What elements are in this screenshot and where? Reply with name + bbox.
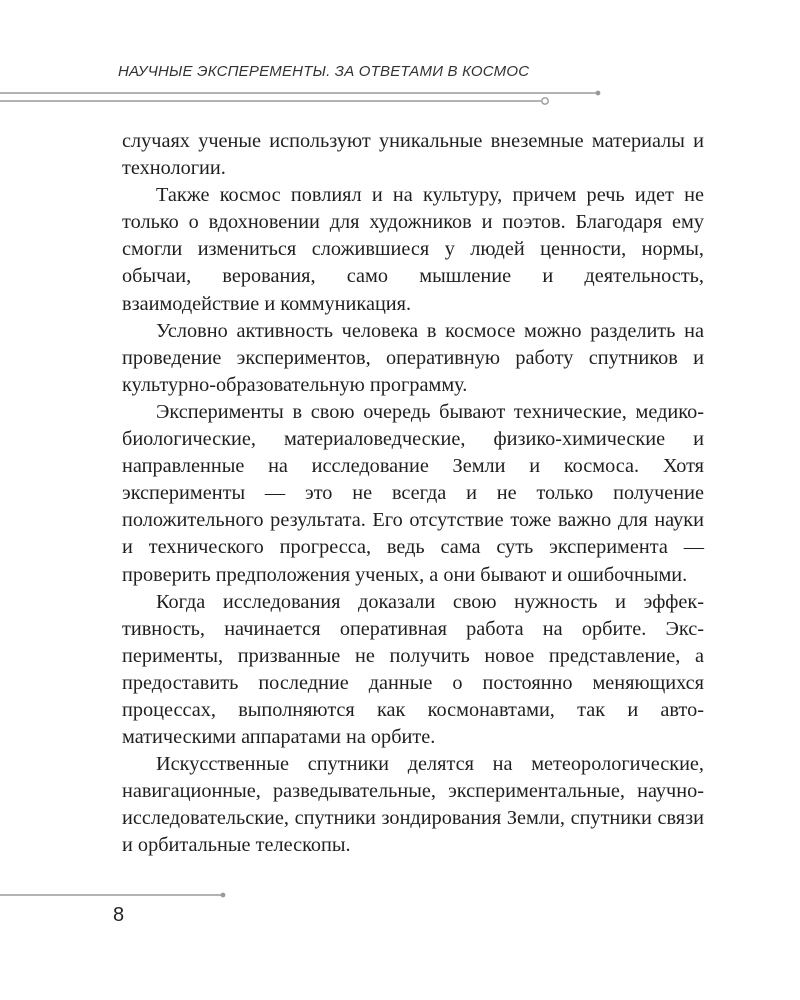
paragraph-4: Эксперименты в свою очередь бывают технические, медико-биологические, материаловедческие, физико-химические и направленные на исследование Земли и космоса. Хотя эксперименты — это не всегда и не только получение положительного результата. Его отсутствие тоже важно для науки и технического прогресса, ведь сама суть эксперимента — проверить предположения ученых, а они бывают и ошибочными. (122, 400, 704, 586)
paragraph-1: случаях ученые используют уникальные внеземные материалы и технологии. (122, 130, 704, 180)
page-number: 8 (113, 904, 125, 926)
paragraph-3: Условно активность человека в космосе можно разделить на проведение экспериментов, оперативную работу спутников и культурно-образовательную программу. (122, 319, 704, 396)
header-decorative-rules (0, 86, 800, 108)
footer-decorative-rule (0, 890, 240, 900)
page-body-text (122, 128, 704, 860)
running-head-title: НАУЧНЫЕ ЭКСПЕРЕМЕНТЫ. ЗА ОТВЕТАМИ В КОСМОС (118, 63, 530, 80)
paragraph-6: Искусственные спутники делятся на метеорологические, навигационные, разведывательные, экспериментальные, научно-исследовательские, спутники зондирования Земли, спутники связи и орбитальные телескопы. (122, 753, 704, 857)
paragraph-2: Также космос повлиял и на культуру, причем речь идет не только о вдохновении для художников и поэтов. Благодаря ему смогли измениться сложившиеся у людей ценности, нормы, обычаи, верования, само мышление и деятельность, взаимодействие и коммуникация. (122, 184, 704, 315)
paragraph-5: Когда исследования доказали свою нужность и эффективность, начинается оперативная работа на орбите. Эксперименты, призванные не получить новое представление, а предоставить последние данные о постоянно меняющихся процессах, выполняются как космонавтами, так и автоматическими аппаратами на орбите. (122, 590, 704, 749)
